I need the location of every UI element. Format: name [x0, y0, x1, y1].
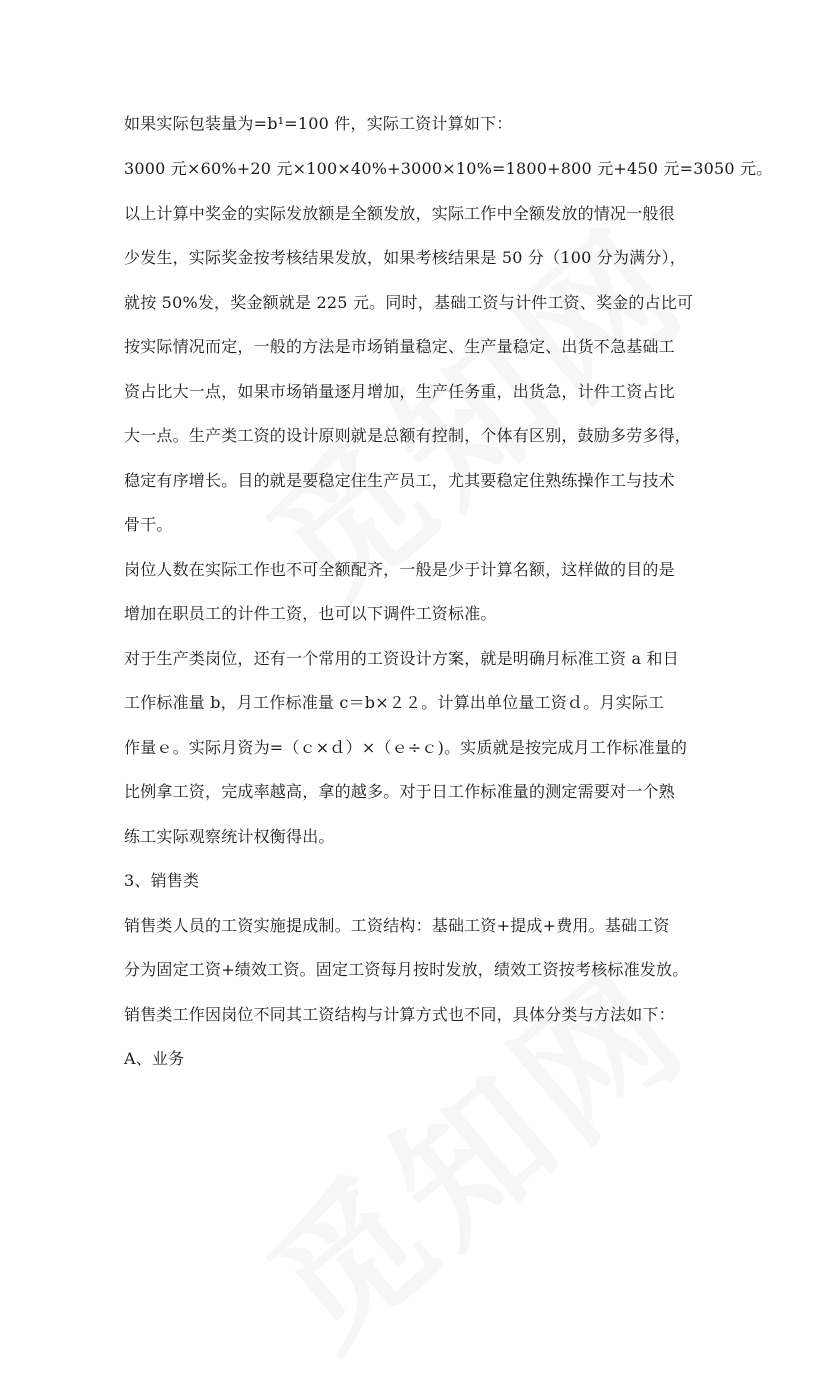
text-line: 分为固定工资+绩效工资。固定工资每月按时发放，绩效工资按考核标准发放。	[124, 960, 689, 979]
text-line: 骨干。	[124, 515, 173, 534]
text-line: 就按 50%发，奖金额就是 225 元。同时，基础工资与计件工资、奖金的占比可	[124, 293, 694, 312]
text-line: 如果实际包装量为=b¹=100 件，实际工资计算如下：	[124, 114, 513, 133]
watermark	[217, 911, 724, 1385]
text-line: 岗位人数在实际工作也不可全额配齐，一般是少于计算名额，这样做的目的是	[124, 560, 675, 579]
text-line: 工作标准量 b，月工作标准量 c＝b×２２。计算出单位量工资ｄ。月实际工	[124, 693, 665, 712]
subsection-heading: A、业务	[124, 1049, 185, 1068]
section-heading: 3、销售类	[124, 871, 200, 890]
text-line: 对于生产类岗位，还有一个常用的工资设计方案，就是明确月标准工资 a 和日	[124, 649, 679, 668]
text-line: 比例拿工资，完成率越高，拿的越多。对于日工作标准量的测定需要对一个熟	[124, 782, 675, 801]
text-line: 销售类人员的工资实施提成制。工资结构：基础工资+提成+费用。基础工资	[124, 916, 670, 935]
text-line: 作量ｅ。实际月资为=（ｃ×ｄ）×（ｅ÷ｃ)。实质就是按完成月工作标准量的	[124, 738, 688, 757]
text-line: 增加在职员工的计件工资，也可以下调件工资标准。	[124, 604, 497, 623]
text-line: 练工实际观察统计权衡得出。	[124, 827, 335, 846]
text-line: 大一点。生产类工资的设计原则就是总额有控制，个体有区别，鼓励多劳多得，	[124, 426, 692, 445]
text-line: 3000 元×60%+20 元×100×40%+3000×10%=1800+800 元+450 元=3050 元。	[124, 159, 773, 178]
text-line: 少发生，实际奖金按考核结果发放，如果考核结果是 50 分（100 分为满分），	[124, 248, 686, 267]
text-line: 销售类工作因岗位不同其工资结构与计算方式也不同，具体分类与方法如下：	[124, 1005, 675, 1024]
text-line: 资占比大一点，如果市场销量逐月增加，生产任务重，出货急，计件工资占比	[124, 382, 675, 401]
text-line: 以上计算中奖金的实际发放额是全额发放，实际工作中全额发放的情况一般很	[124, 204, 675, 223]
text-line: 稳定有序增长。目的就是要稳定住生产员工，尤其要稳定住熟练操作工与技术	[124, 471, 675, 490]
text-line: 按实际情况而定，一般的方法是市场销量稳定、生产量稳定、出货不急基础工	[124, 337, 675, 356]
